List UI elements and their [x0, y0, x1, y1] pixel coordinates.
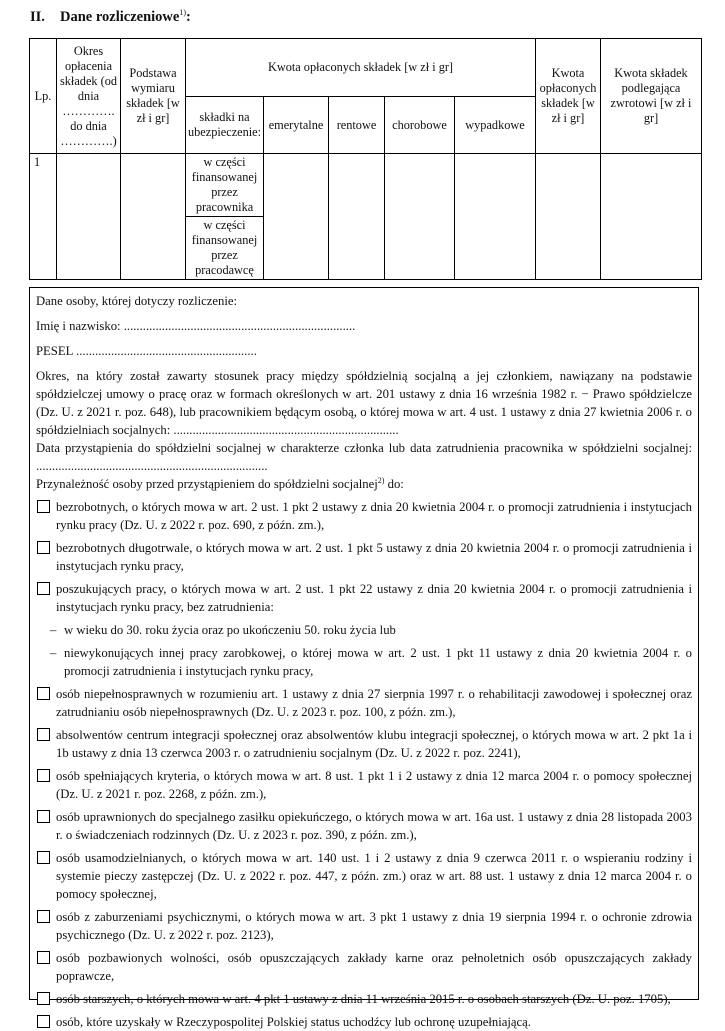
option-osoby-starsze[interactable]: [36, 990, 692, 1008]
checkbox[interactable]: [37, 810, 50, 823]
option-label: osób z zaburzeniami psychicznymi, o których mowa w art. 3 pkt 1 ustawy z dnia 19 sierpnia 1994 r. o ochronie zdrowia psychicznego (Dz. U. z 2022 r. poz. 2123),: [56, 910, 692, 942]
checkbox[interactable]: [37, 541, 50, 554]
membership-intro: Przynależność osoby przed przystąpieniem do spółdzielni socjalnej$^{2)}$ do:: [36, 475, 404, 491]
subitem-no-work: [36, 644, 692, 680]
header-skladki-na: składki na ubezpieczenie:: [186, 97, 264, 154]
option-label: osób, które uzyskały w Rzeczypospolitej Polskiej status uchodźcy lub ochronę uzupełniającą.: [56, 1015, 531, 1029]
checkbox[interactable]: [37, 910, 50, 923]
dash: –: [50, 623, 57, 637]
person-data-box: [29, 287, 699, 1029]
row-lp: 1: [30, 154, 57, 280]
cell-chorobowe[interactable]: [385, 154, 455, 280]
option-label: poszukujących pracy, o których mowa w art. 2 ust. 1 pkt 22 ustawy z dnia 20 kwietnia 2004 r. o promocji zatrudnienia i instytucjach rynku pracy, bez zatrudnienia:: [56, 582, 692, 614]
section-number: II.: [30, 9, 45, 25]
employment-period-text[interactable]: Okres, na który został zawarty stosunek pracy między spółdzielnią socjalną a jej członkiem, nawiązany na podstawie spółdzielczej umowy o pracę oraz w formach określonych w art. 201 ustawy z dnia 16 września 1982 r. − Prawo spółdzielcze (Dz. U. z 2021 r. poz. 648), lub pracownikiem będącym osobą, o której mowa w art. 4 ust. 1 ustawy z dnia 27 kwietnia 2006 r. o spółdzielniach socjalnych: .......................................................................: [36, 369, 692, 437]
checkbox[interactable]: [37, 687, 50, 700]
checkbox[interactable]: [37, 769, 50, 782]
dash: –: [50, 646, 57, 660]
option-usamodzielniani[interactable]: [36, 849, 692, 903]
checkbox[interactable]: [37, 951, 50, 964]
header-podstawa: Podstawa wymiaru składek [w zł i gr]: [121, 39, 186, 154]
checkbox[interactable]: [37, 500, 50, 513]
option-label: osób starszych, o których mowa w art. 4 pkt 1 ustawy z dnia 11 września 2015 r. o osobach starszych (Dz. U. poz. 1705),: [56, 992, 671, 1006]
option-absolwenci-cis[interactable]: [36, 726, 692, 762]
join-date-text[interactable]: Data przystąpienia do spółdzielni socjalnej w charakterze członka lub data zatrudnienia pracownika w spółdzielni socjalnej: .........................................................................: [36, 441, 692, 473]
cell-kwota-zwrot[interactable]: [601, 154, 702, 280]
option-niepelnosprawni[interactable]: [36, 685, 692, 721]
cell-okres[interactable]: [57, 154, 121, 280]
header-kwota-group: Kwota opłaconych składek [w zł i gr]: [186, 39, 536, 97]
checkbox[interactable]: [37, 1015, 50, 1028]
section-heading: [30, 9, 191, 26]
option-label: osób niepełnosprawnych w rozumieniu art. 1 ustawy z dnia 27 sierpnia 1997 r. o rehabilitacji zawodowej i społecznej oraz zatrudnianiu osób niepełnosprawnych (Dz. U. z 2023 r. poz. 100, z późn. zm.),: [56, 687, 692, 719]
header-chorobowe: chorobowe: [385, 97, 455, 154]
option-label: osób usamodzielnianych, o których mowa w art. 140 ust. 1 i 2 ustawy z dnia 9 czerwca 2011 r. o wspieraniu rodziny i systemie pieczy zastępczej (Dz. U. z 2022 r. poz. 447, z późn. zm.) oraz w art. 88 ust. 1 ustawy z dnia 12 marca 2004 r. o pomocy społecznej,: [56, 851, 692, 901]
pesel-field[interactable]: PESEL .........................................................: [36, 344, 257, 358]
header-rentowe: rentowe: [329, 97, 385, 154]
header-okres: Okres opłacenia składek (od dnia …………. do dnia ………….): [57, 39, 121, 154]
option-zaburzenia-psychiczne[interactable]: [36, 908, 692, 944]
option-pozbawieni-wolnosci[interactable]: [36, 949, 692, 985]
option-label: absolwentów centrum integracji społecznej oraz absolwentów klubu integracji społecznej, o których mowa w art. 2 pkt 1a i 1b ustawy z dnia 13 czerwca 2003 r. o zatrudnieniu socjalnym (Dz. U. z 2022 r. poz. 2241),: [56, 728, 692, 760]
cell-rentowe[interactable]: [329, 154, 385, 280]
option-zasilek-opiekunczy[interactable]: [36, 808, 692, 844]
header-emerytalne: emerytalne: [264, 97, 329, 154]
name-field[interactable]: Imię i nazwisko: .........................................................................: [36, 319, 356, 333]
subitem-age: [36, 621, 692, 639]
option-uchodzcy[interactable]: [36, 1013, 692, 1031]
option-label: osób uprawnionych do specjalnego zasiłku opiekuńczego, o których mowa w art. 16a ust. 1 ustawy z dnia 28 listopada 2003 r. o świadczeniach rodzinnych (Dz. U. z 2023 r. poz. 390, z późn. zm.),: [56, 810, 692, 842]
option-label: osób pozbawionych wolności, osób opuszczających zakłady karne oraz pełnoletnich osób opuszczających zakłady poprawcze,: [56, 951, 692, 983]
header-kwota-zwrot: Kwota składek podlegająca zwrotowi [w zł i gr]: [601, 39, 702, 154]
checkbox[interactable]: [37, 582, 50, 595]
subitem-label: w wieku do 30. roku życia oraz po ukończeniu 50. roku życia lub: [64, 623, 396, 637]
checkbox[interactable]: [37, 728, 50, 741]
person-intro: Dane osoby, której dotyczy rozliczenie:: [36, 294, 238, 308]
cell-podstawa[interactable]: [121, 154, 186, 280]
header-kwota-oplaconych: Kwota opłaconych składek [w zł i gr]: [536, 39, 601, 154]
option-label: bezrobotnych długotrwale, o których mowa w art. 2 ust. 1 pkt 5 ustawy z dnia 20 kwietnia 2004 r. o promocji zatrudnienia i instytucjach rynku pracy,: [56, 541, 692, 573]
checkbox[interactable]: [37, 992, 50, 1005]
subitem-label: niewykonujących innej pracy zarobkowej, o której mowa w art. 2 ust. 1 pkt 11 ustawy z dnia 20 kwietnia 2004 r. o promocji zatrudnienia i instytucjach rynku pracy,: [64, 646, 692, 678]
option-pomoc-spoleczna[interactable]: [36, 767, 692, 803]
section-title: Dane rozliczeniowe: [60, 9, 180, 25]
option-label: bezrobotnych, o których mowa w art. 2 ust. 1 pkt 2 ustawy z dnia 20 kwietnia 2004 r. o promocji zatrudnienia i instytucjach rynku pracy (Dz. U. z 2022 r. poz. 690, z późn. zm.),: [56, 500, 692, 532]
option-poszukujacy[interactable]: [36, 580, 692, 616]
option-label: osób spełniających kryteria, o których mowa w art. 8 ust. 1 pkt 1 i 2 ustawy z dnia 12 marca 2004 r. o pomocy społecznej (Dz. U. z 2021 r. poz. 2268, z późn. zm.),: [56, 769, 692, 801]
membership-footnote: 2): [377, 475, 385, 485]
section-colon: :: [186, 9, 191, 25]
cell-emerytalne[interactable]: [264, 154, 329, 280]
row-part-worker: w części finansowanej przez pracownika: [186, 154, 264, 217]
header-wypadkowe: wypadkowe: [455, 97, 536, 154]
cell-kwota-oplaconych[interactable]: [536, 154, 601, 280]
checkbox[interactable]: [37, 851, 50, 864]
cell-wypadkowe[interactable]: [455, 154, 536, 280]
section-footnote: 1): [179, 8, 186, 18]
header-lp: Lp.: [30, 39, 57, 154]
settlement-table: [29, 38, 702, 280]
option-bezrobotni-dlugotrwale[interactable]: [36, 539, 692, 575]
row-part-employer: w części finansowanej przez pracodawcę: [186, 217, 264, 280]
option-bezrobotni[interactable]: [36, 498, 692, 534]
